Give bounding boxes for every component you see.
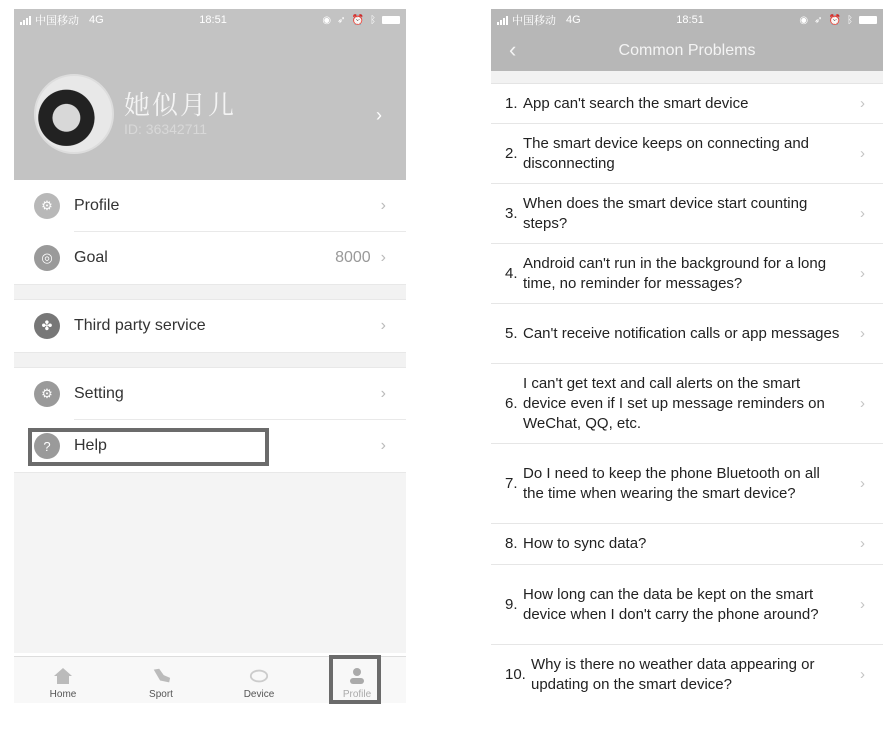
faq-text: Android can't run in the background for a long time, no reminder for messages? — [523, 254, 827, 292]
bluetooth-icon: ᛒ — [846, 14, 853, 26]
menu-item-label: Third party service — [74, 317, 206, 334]
chevron-right-icon: › — [860, 204, 865, 222]
faq-text: How to sync data? — [523, 535, 647, 552]
chevron-right-icon: › — [380, 437, 386, 454]
menu-item-label: Help — [74, 437, 107, 454]
chevron-right-icon: › — [860, 264, 865, 282]
tab-home[interactable] — [14, 657, 112, 703]
signal-icon — [20, 16, 31, 25]
username: 她似月儿 — [124, 91, 237, 121]
tab-label: Sport — [149, 689, 173, 700]
clock: 18:51 — [676, 14, 704, 26]
faq-number: 1. — [505, 94, 518, 112]
faq-item-4[interactable] — [491, 244, 883, 304]
faq-number: 2. — [505, 144, 518, 162]
menu-item-help[interactable] — [14, 420, 406, 472]
faq-item-9[interactable] — [491, 565, 883, 645]
lock-rotation-icon: ◉ — [799, 14, 809, 26]
common-problems-screen — [491, 9, 883, 709]
faq-number: 10. — [505, 666, 526, 683]
faq-text: App can't search the smart device — [523, 94, 749, 112]
carrier-label: 中国移动 — [512, 15, 556, 27]
battery-icon — [859, 16, 877, 24]
faq-item-8[interactable] — [491, 524, 883, 565]
faq-number: 8. — [505, 535, 518, 552]
menu-item-label: Goal — [74, 249, 108, 266]
faq-text: Can't receive notification calls or app messages — [523, 324, 840, 342]
alarm-icon: ⏰ — [828, 14, 841, 26]
goal-value: 8000 — [335, 249, 371, 266]
section-gap — [14, 284, 406, 300]
menu-item-label: Profile — [74, 197, 120, 214]
location-icon: ➶ — [337, 14, 346, 26]
faq-text: Do I need to keep the phone Bluetooth on all the time when wearing the smart device? — [523, 464, 820, 502]
menu-item-setting[interactable] — [14, 368, 406, 420]
tab-sport[interactable] — [112, 657, 210, 703]
tab-bar — [14, 656, 406, 703]
gear-icon: ⚙ — [34, 381, 60, 407]
profile-settings-icon: ⚙ — [34, 193, 60, 219]
faq-item-1[interactable] — [491, 84, 883, 124]
network-label: 4G — [89, 14, 104, 26]
user-id: ID: 36342711 — [124, 121, 208, 137]
chevron-right-icon: › — [860, 666, 865, 683]
chevron-right-icon: › — [380, 197, 386, 214]
network-label: 4G — [566, 14, 581, 26]
tab-label: Device — [243, 689, 275, 700]
bluetooth-icon: ᛒ — [369, 14, 376, 26]
location-icon: ➶ — [814, 14, 823, 26]
faq-list — [491, 84, 883, 705]
faq-text: The smart device keeps on connecting and disconnecting — [523, 134, 810, 172]
clock: 18:51 — [199, 14, 227, 26]
status-bar — [491, 9, 883, 31]
shoe-icon — [151, 667, 171, 685]
tab-profile[interactable] — [308, 657, 406, 703]
faq-text: When does the smart device start counting steps? — [523, 194, 808, 232]
menu-item-profile[interactable] — [14, 180, 406, 232]
faq-text: I can't get text and call alerts on the smart device even if I set up message reminders on WeChat, QQ, etc. — [523, 374, 825, 432]
chevron-right-icon: › — [860, 474, 865, 492]
battery-icon — [382, 16, 400, 24]
chevron-right-icon: › — [380, 249, 386, 266]
person-icon — [347, 667, 367, 685]
faq-item-5[interactable] — [491, 304, 883, 364]
faq-number: 9. — [505, 595, 518, 613]
faq-item-6[interactable] — [491, 364, 883, 444]
chevron-right-icon: › — [860, 144, 865, 162]
avatar[interactable] — [34, 74, 114, 154]
chevron-right-icon: › — [860, 394, 865, 412]
chevron-right-icon: › — [860, 595, 865, 613]
faq-number: 7. — [505, 474, 518, 492]
tab-device[interactable] — [210, 657, 308, 703]
back-icon[interactable]: ‹ — [509, 37, 517, 62]
signal-icon — [497, 16, 508, 25]
chevron-right-icon: › — [380, 385, 386, 402]
faq-text: Why is there no weather data appearing or updating on the smart device? — [531, 656, 815, 693]
faq-item-3[interactable] — [491, 184, 883, 244]
alarm-icon: ⏰ — [351, 14, 364, 26]
section-gap — [14, 352, 406, 368]
profile-screen — [14, 9, 406, 703]
status-bar — [14, 9, 406, 31]
faq-text: How long can the data be kept on the smart device when I don't carry the phone around? — [523, 585, 819, 623]
nav-bar — [491, 9, 883, 71]
band-icon — [249, 667, 269, 685]
faq-number: 6. — [505, 394, 518, 412]
faq-item-10[interactable] — [491, 645, 883, 705]
chevron-right-icon: › — [860, 324, 865, 342]
faq-number: 5. — [505, 324, 518, 342]
section-gap — [491, 71, 883, 84]
apps-icon: ✤ — [34, 313, 60, 339]
tab-label: Profile — [342, 689, 372, 700]
chevron-right-icon: › — [860, 94, 865, 112]
page-title: Common Problems — [618, 42, 756, 59]
carrier-label: 中国移动 — [35, 15, 79, 27]
faq-number: 4. — [505, 264, 518, 282]
question-icon: ? — [34, 433, 60, 459]
chevron-right-icon: › — [860, 535, 865, 552]
profile-header[interactable] — [14, 9, 406, 180]
chevron-right-icon: › — [376, 105, 382, 125]
empty-area — [14, 472, 406, 653]
home-icon — [53, 667, 73, 685]
lock-rotation-icon: ◉ — [322, 14, 332, 26]
menu-item-goal[interactable] — [14, 232, 406, 284]
faq-number: 3. — [505, 204, 518, 222]
chevron-right-icon: › — [380, 317, 386, 334]
faq-item-7[interactable] — [491, 444, 883, 524]
menu-item-third-party-service[interactable] — [14, 300, 406, 352]
tab-label: Home — [49, 689, 77, 700]
menu-item-label: Setting — [74, 385, 124, 402]
faq-item-2[interactable] — [491, 124, 883, 184]
goal-target-icon: ◎ — [34, 245, 60, 271]
